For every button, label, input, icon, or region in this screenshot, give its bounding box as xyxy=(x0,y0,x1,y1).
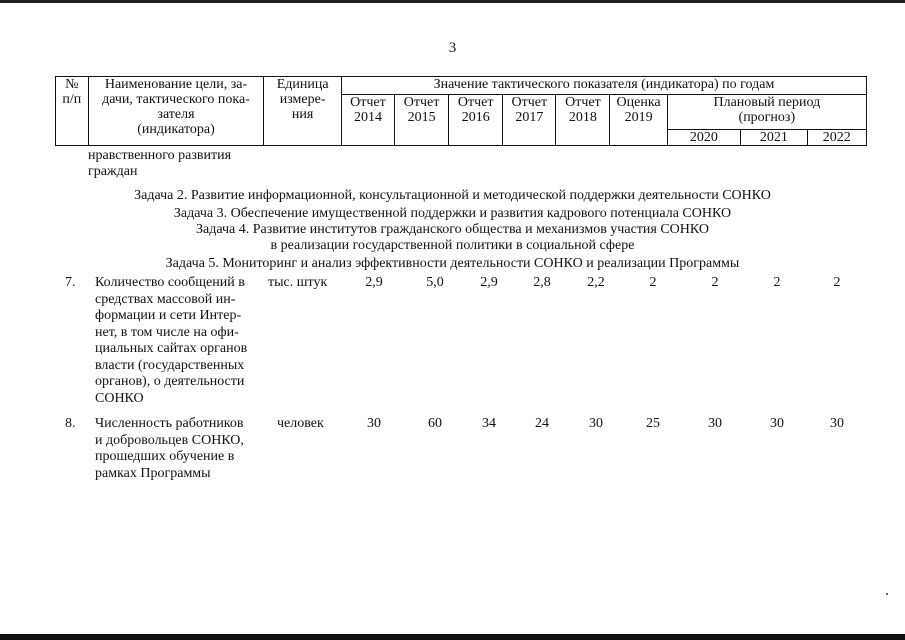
page-number: 3 xyxy=(448,40,457,56)
planned-period-header: Плановый период (прогноз) xyxy=(667,95,866,130)
row-7-value-2018: 2,2 xyxy=(587,275,605,290)
page-top-border xyxy=(0,0,905,3)
row-7-indicator-name: Количество сообщений в средствах массовой ин- формации и сети Интер- нет, в том числе на офи- циальных сайтах органов власти (государственных органов), о деятельности СОНКО xyxy=(95,275,248,406)
row-8-value-2019: 25 xyxy=(646,416,660,431)
scan-speck xyxy=(886,593,888,595)
year-header-2015: Отчет 2015 xyxy=(395,95,449,146)
task-2-heading: Задача 2. Развитие информационной, консультационной и методической поддержки деятельности СОНКО xyxy=(134,188,771,203)
planned-year-2020: 2020 xyxy=(667,130,741,146)
page-bottom-border xyxy=(0,634,905,640)
row-7-value-2015: 5,0 xyxy=(426,275,444,290)
task-4-heading-cont: в реализации государственной политики в социальной сфере xyxy=(270,238,635,253)
carryover-text: нравственного развития граждан xyxy=(88,148,232,179)
row-7-value-2016: 2,9 xyxy=(480,275,498,290)
year-header-2014: Отчет 2014 xyxy=(341,95,394,146)
year-header-2019: Оценка 2019 xyxy=(610,95,667,146)
year-header-2018: Отчет 2018 xyxy=(556,95,610,146)
row-8-number: 8. xyxy=(65,416,76,431)
row-8-indicator-name: Численность работников и добровольцев СОНКО, прошедших обучение в рамках Программы xyxy=(95,416,244,481)
col-unit-header: Единица измере- ния xyxy=(264,77,342,146)
row-7-value-2017: 2,8 xyxy=(533,275,551,290)
task-3-heading: Задача 3. Обеспечение имущественной поддержки и развития кадрового потенциала СОНКО xyxy=(173,206,732,221)
row-7-number: 7. xyxy=(65,275,76,290)
row-8-value-2018: 30 xyxy=(589,416,603,431)
task-5-heading: Задача 5. Мониторинг и анализ эффективности деятельности СОНКО и реализации Программы xyxy=(165,256,740,271)
col-name-header: Наименование цели, за- дачи, тактического пока- зателя (индикатора) xyxy=(88,77,264,146)
year-header-2017: Отчет 2017 xyxy=(503,95,556,146)
row-7-value-2022: 2 xyxy=(833,275,841,290)
col-num-header: № п/п xyxy=(56,77,89,146)
row-8-value-2015: 60 xyxy=(428,416,442,431)
row-8-value-2014: 30 xyxy=(367,416,381,431)
indicator-table-header xyxy=(55,76,867,146)
row-7-value-2019: 2 xyxy=(649,275,657,290)
row-8-unit: человек xyxy=(277,416,324,431)
row-8-value-2017: 24 xyxy=(535,416,549,431)
row-7-unit: тыс. штук xyxy=(268,275,328,290)
row-7-value-2020: 2 xyxy=(711,275,719,290)
values-title-header: Значение тактического показателя (индикатора) по годам xyxy=(341,77,866,95)
task-4-heading: Задача 4. Развитие институтов гражданского общества и механизмов участия СОНКО xyxy=(196,222,709,237)
row-7-value-2014: 2,9 xyxy=(365,275,383,290)
planned-year-2021: 2021 xyxy=(741,130,807,146)
row-7-value-2021: 2 xyxy=(773,275,781,290)
year-header-2016: Отчет 2016 xyxy=(449,95,503,146)
row-8-value-2016: 34 xyxy=(482,416,496,431)
row-8-value-2021: 30 xyxy=(770,416,784,431)
row-8-value-2020: 30 xyxy=(708,416,722,431)
row-8-value-2022: 30 xyxy=(830,416,844,431)
planned-year-2022: 2022 xyxy=(807,130,866,146)
